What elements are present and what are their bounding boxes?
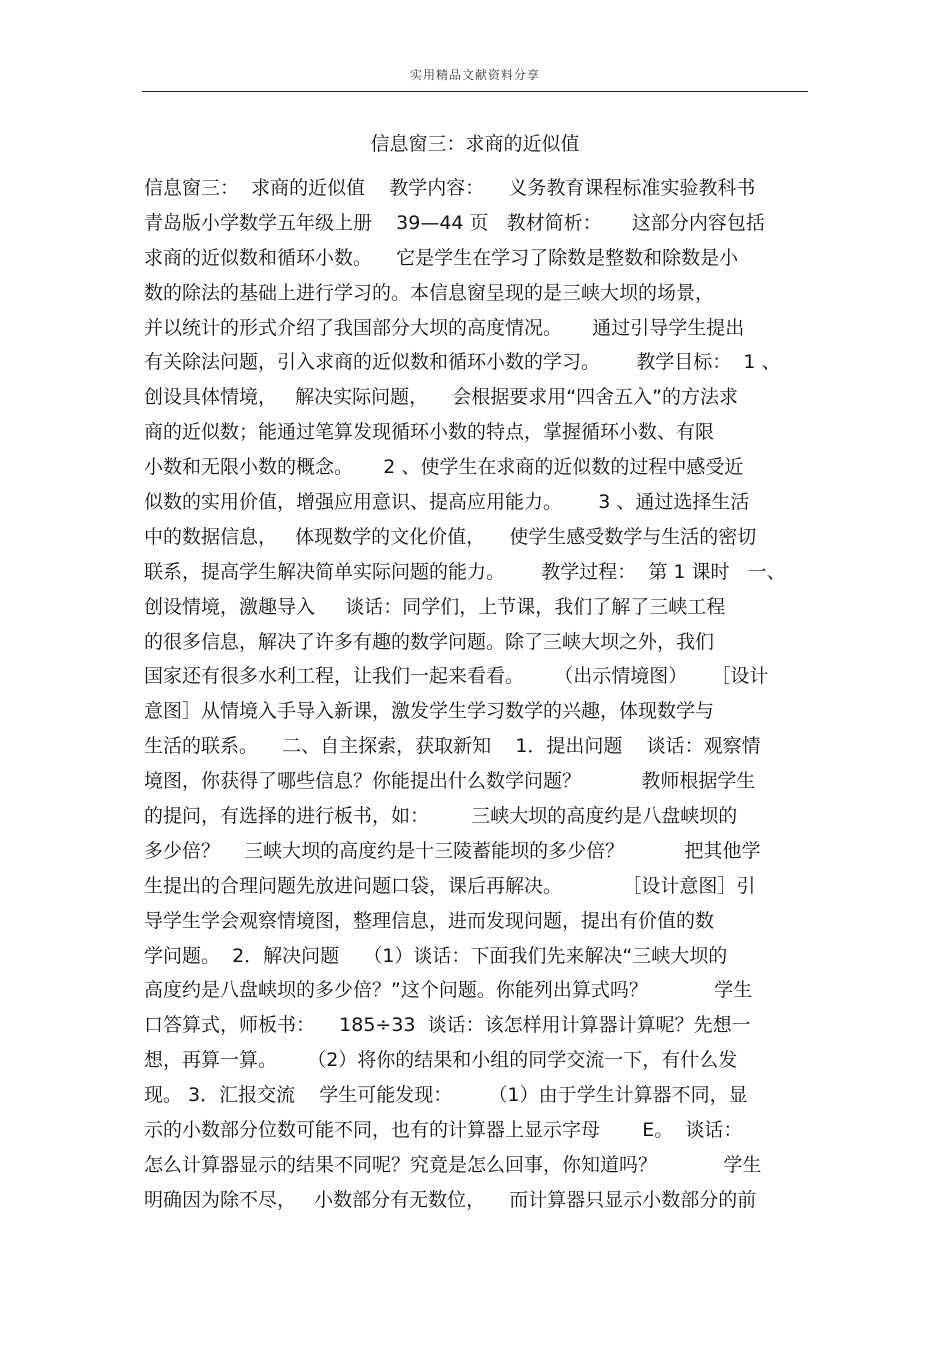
- body-line: 小数和无限小数的概念。 2 、使学生在求商的近似数的过程中感受近: [144, 456, 744, 479]
- body-line: 青岛版小学数学五年级上册 39—44 页 教材简析： 这部分内容包括: [144, 211, 765, 234]
- body-line: 境图，你获得了哪些信息？你能提出什么数学问题？ 教师根据学生: [144, 770, 756, 793]
- document-body: [144, 171, 814, 1218]
- body-line: 有关除法问题，引入求商的近似数和循环小数的学习。 教学目标： 1 、: [144, 351, 781, 374]
- body-line: 生活的联系。 二、自主探索，获取新知 1．提出问题 谈话：观察情: [144, 735, 761, 758]
- body-line: 创设具体情境， 解决实际问题， 会根据要求用“四舍五入”的方法求: [144, 386, 738, 409]
- body-line: 示的小数部分位数可能不同，也有的计算器上显示字母 E。 谈话：: [144, 1119, 743, 1142]
- body-line: 似数的实用价值，增强应用意识、提高应用能力。 3 、通过选择生活: [144, 491, 750, 514]
- body-line: 国家还有很多水利工程，让我们一起来看看。 （出示情境图） ［设计: [144, 665, 769, 688]
- body-line: 明确因为除不尽， 小数部分有无数位， 而计算器只显示小数部分的前: [144, 1188, 757, 1211]
- body-line: 现。 3．汇报交流 学生可能发现： （1）由于学生计算器不同，显: [144, 1084, 748, 1107]
- body-line: 求商的近似数和循环小数。 它是学生在学习了除数是整数和除数是小: [144, 246, 739, 269]
- body-line: 中的数据信息， 体现数学的文化价值， 使学生感受数学与生活的密切: [144, 525, 757, 548]
- body-line: 怎么计算器显示的结果不同呢？究竟是怎么回事，你知道吗？ 学生: [144, 1153, 762, 1176]
- body-line: 创设情境，激趣导入 谈话：同学们，上节课，我们了解了三峡工程: [144, 595, 726, 618]
- header-divider: [142, 91, 808, 92]
- body-line: 生提出的合理问题先放进问题口袋，课后再解决。 ［设计意图］引: [144, 874, 756, 897]
- body-line: 数的除法的基础上进行学习的。本信息窗呈现的是三峡大坝的场景，: [144, 281, 715, 304]
- page-header: 实用精品文献资料分享: [409, 68, 540, 82]
- body-line: 导学生学会观察情境图，整理信息，进而发现问题，提出有价值的数: [144, 909, 715, 932]
- document-title: 信息窗三：求商的近似值: [370, 133, 580, 155]
- body-line: 信息窗三： 求商的近似值 教学内容： 义务教育课程标准实验教科书: [144, 177, 756, 199]
- body-line: 想，再算一算。 （2）将你的结果和小组的同学交流一下，有什么发: [144, 1049, 738, 1072]
- body-line: 的很多信息，解决了许多有趣的数学问题。除了三峡大坝之外，我们: [144, 630, 715, 653]
- body-line: 高度约是八盘峡坝的多少倍？”这个问题。你能列出算式吗？ 学生: [144, 979, 753, 1002]
- body-line: 商的近似数；能通过笔算发现循环小数的特点，掌握循环小数、有限: [144, 421, 715, 444]
- body-line: 口答算式，师板书： 185÷33 谈话：该怎样用计算器计算呢？先想一: [144, 1014, 751, 1037]
- body-line: 学问题。 2．解决问题 （1）谈话：下面我们先来解决“三峡大坝的: [144, 944, 728, 967]
- body-line: 的提问，有选择的进行板书，如： 三峡大坝的高度约是八盘峡坝的: [144, 805, 738, 828]
- body-line: 多少倍？ 三峡大坝的高度约是十三陵蓄能坝的多少倍？ 把其他学: [144, 839, 761, 862]
- body-line: 意图］从情境入手导入新课，激发学生学习数学的兴趣，体现数学与: [144, 700, 715, 723]
- body-line: 并以统计的形式介绍了我国部分大坝的高度情况。 通过引导学生提出: [144, 316, 745, 339]
- body-line: 联系，提高学生解决简单实际问题的能力。 教学过程： 第 1 课时 一、: [144, 560, 786, 583]
